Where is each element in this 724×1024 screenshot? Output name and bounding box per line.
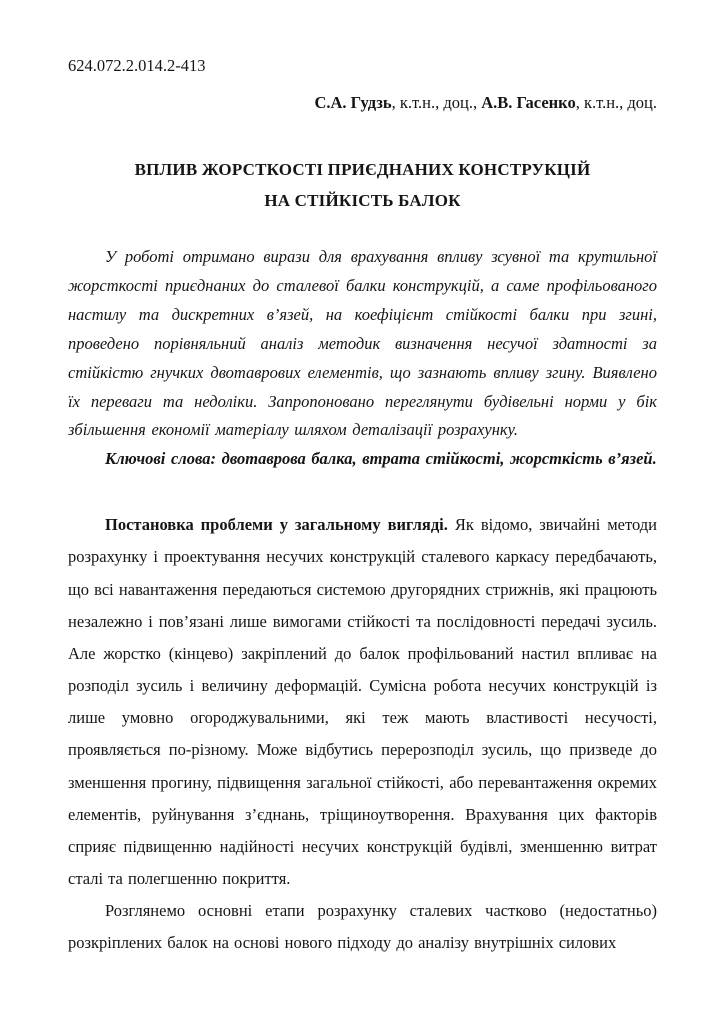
- article-title: [68, 155, 657, 216]
- body-paragraph-2: Розглянемо основні етапи розрахунку сталевих частково (недостатньо) розкріплених балок на основі нового підходу до аналізу внутрішніх силових: [68, 901, 657, 953]
- author-1-degree: , к.т.н., доц.,: [391, 93, 482, 112]
- section-heading-lead: Постановка проблеми у загальному вигляді.: [105, 515, 448, 535]
- author-2-degree: , к.т.н., доц.: [575, 93, 657, 112]
- body-paragraph-1: [68, 509, 657, 895]
- author-1-name: С.А. Гудзь: [314, 93, 392, 112]
- udc-code: 624.072.2.014.2-413: [68, 56, 206, 75]
- article-title-line-1: ВПЛИВ ЖОРСТКОСТІ ПРИЄДНАНИХ КОНСТРУКЦІЙ: [134, 160, 591, 179]
- article-title-line-2: НА СТІЙКІСТЬ БАЛОК: [264, 190, 461, 210]
- authors-line: [68, 93, 657, 113]
- abstract-paragraph: У роботі отримано вирази для врахування впливу зсувної та крутильної жорсткості приєднаних до сталевої балки конструкцій, а саме профільованого настилу та дискретних в’язей, на коефіцієнт стійкості балки при згині, проведено порівняльний аналіз методик визначення несучої здатності за стійкістю гнучких двотаврових елементів, що зазнають впливу згину. Виявлено їх переваги та недоліки. Запропоновано переглянути будівельні норми у бік збільшення економії матеріалу шляхом деталізації розрахунку.: [68, 247, 657, 440]
- body-paragraph-1-text: Як відомо, звичайні методи розрахунку і проектування несучих конструкцій сталевого каркасу передбачають, що всі навантаження передаються системою другорядних стрижнів, які працюють незалежно і пов’язані лише вимогами стійкості та послідовності передачі зусиль. Але жорстко (кінцево) закріплений до балок профільований настил впливає на розподіл зусиль і величину деформацій. Сумісна робота несучих конструкцій із лише умовно огороджувальними, які теж мають властивості несучості, проявляється по-різному. Може відбутись перерозподіл зусиль, що призведе до зменшення прогину, підвищення загальної стійкості, або перевантаження окремих елементів, руйнування з’єднань, тріщиноутворення. Врахування цих факторів сприяє підвищенню надійності несучих конструкцій будівлі, зменшенню витрат сталі та полегшенню покриття.: [68, 515, 658, 889]
- keywords-paragraph: Ключові слова: двотаврова балка, втрата стійкості, жорсткість в’язей.: [105, 449, 657, 469]
- author-2-name: А.В. Гасенко: [481, 93, 576, 112]
